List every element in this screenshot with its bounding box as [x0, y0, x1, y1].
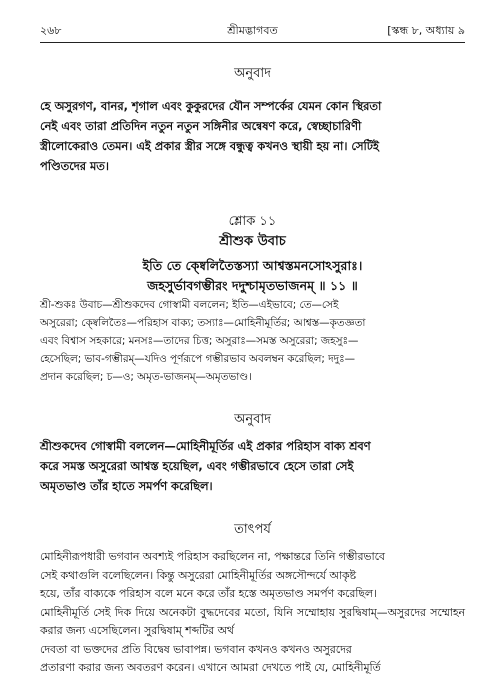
text-line: প্রতারণা করার জন্য অবতরণ করেন। এখানে আমরা দেখতে পাই যে, মোহিনীমূর্তি: [40, 661, 381, 674]
translation-paragraph-2: [40, 436, 465, 496]
translation-paragraph: [40, 96, 465, 176]
page-number: ২৬৮: [40, 24, 62, 37]
verse-text: [40, 256, 465, 296]
header-rule: [40, 42, 465, 43]
text-line: শ্রী-শুকঃ উবাচ—শ্রীশুকদেব গোস্বামী বললেন; ইতি—এইভাবে; তে—সেই: [40, 299, 339, 311]
verse-label: শ্লোক ১১: [228, 214, 277, 229]
text-line: হয়ে, তাঁর বাক্যকে পরিহাস বলে মনে করে তাঁর হস্তে অমৃতভাণ্ড সমর্পণ করেছিল।: [40, 587, 377, 600]
synonyms-paragraph: [40, 296, 465, 386]
text-line: অমৃতভাণ্ড তাঁর হাতে সমর্পণ করেছিল।: [40, 479, 213, 493]
text-line: স্ত্রীলোকেরাও তেমন। এই প্রকার স্ত্রীর সঙ্গে বন্ধুত্ব কখনও স্থায়ী হয় না। সেটিই: [40, 139, 379, 153]
text-line: মোহিনীমূর্তি সেই দিক দিয়ে অনেকটা বুদ্ধদেবের মতো, যিনি সম্মোহায় সুরদ্বিষাম্—অসুরদের সম্মোহন করার জন্য এসেছিলেন। সুরদ্বিষাম্ শব্দটির অর্থ: [40, 605, 465, 637]
verse-line: ইতি তে ক্ষ্বেলিতৈস্তস্যা আশ্বস্তমনসোঽসুরাঃ।: [142, 258, 363, 273]
text-line: প্রদান করেছিল; চ—ও; অমৃত-ভাজনম্—অমৃতভাণ্ড।: [40, 371, 252, 383]
text-line: শ্রীশুকদেব গোস্বামী বললেন—মোহিনীমূর্তির এই প্রকার পরিহাস বাক্য শ্রবণ: [40, 439, 371, 453]
book-title: শ্রীমদ্ভাগবত: [227, 24, 278, 37]
verse-line: জহসুর্ভাবগম্ভীরং দদুশ্চামৃতভাজনম্ ॥ ১১ ॥: [147, 278, 358, 293]
text-line: দেবতা বা ভক্তদের প্রতি বিদ্বেষ ভাবাপন্ন। ভগবান কখনও কখনও অসুরদের: [40, 642, 352, 656]
text-line: এবং বিশ্বাস সহকারে; মনসঃ—তাদের চিত্ত; অসুরাঃ—সমস্ত অসুরেরা; জহসুঃ—: [40, 335, 359, 347]
text-line: হে অসুরগণ, বানর, শৃগাল এবং কুকুরদের যৌন সম্পর্কের যেমন কোন স্থিরতা: [40, 99, 382, 113]
text-line: হেসেছিল; ভাব-গম্ভীরম্—যদিও পূর্ণরূপে গম্ভীরভাব অবলম্বন করেছিল; দদুঃ—: [40, 353, 356, 365]
translation-heading: অনুবাদ: [234, 66, 271, 81]
purport-paragraph: [40, 548, 465, 678]
text-line: নেই এবং তারা প্রতিদিন নতুন নতুন সঙ্গিনীর অন্বেষণ করে, স্বেচ্ছাচারিণী: [40, 119, 362, 133]
text-line: মোহিনীরূপধারী ভগবান অবশ্যই পরিহাস করছিলেন না, পক্ষান্তরে তিনি গম্ভীরভাবে: [40, 550, 385, 563]
verse-speaker: শ্রীশুক উবাচ: [219, 234, 286, 249]
translation-heading-2: অনুবাদ: [234, 412, 271, 427]
page-header: [40, 22, 465, 40]
purport-heading: তাৎপর্য: [234, 522, 271, 537]
text-line: অসুরেরা; ক্ষ্বেলিতৈঃ—পরিহাস বাক্য; তস্যাঃ—মোহিনীমূর্তির; আশ্বস্ত—কৃতজ্ঞতা: [40, 317, 366, 329]
text-line: পণ্ডিতদের মত।: [40, 159, 109, 173]
text-line: করে সমস্ত অসুরেরা আশ্বস্ত হয়েছিল, এবং গম্ভীরভাবে হেসে তারা সেই: [40, 459, 354, 473]
chapter-reference: [স্কন্ধ ৮, অধ্যায় ৯: [387, 24, 465, 37]
text-line: সেই কথাগুলি বলেছিলেন। কিন্তু অসুরেরা মোহিনীমূর্তির অঙ্গসৌন্দর্যে আকৃষ্ট: [40, 568, 357, 582]
